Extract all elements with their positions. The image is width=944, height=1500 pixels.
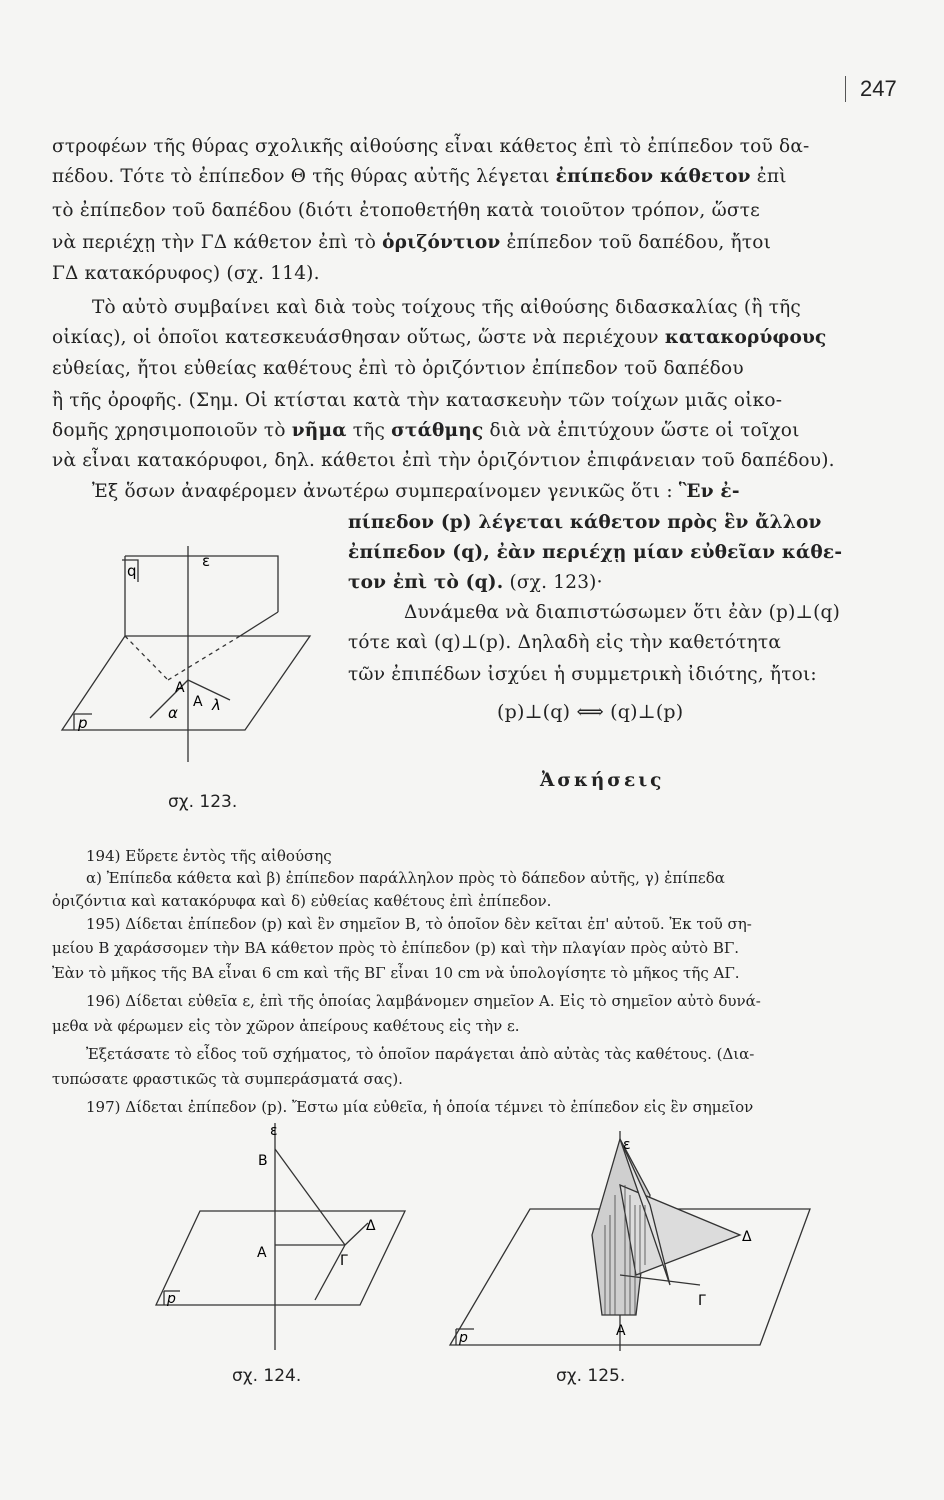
exercise-194-line3: ὁριζόντια καὶ κατακόρυφα καὶ δ) εὐθείας καθέτους ἐπὶ ἐπίπεδον. — [52, 892, 552, 910]
term-perpendicular-plane: ἐπίπεδον κάθετον — [555, 166, 751, 187]
para2-line3: εὐθείας, ἤτοι εὐθείας καθέτους ἐπὶ τὸ ὁριζόντιον ἐπίπεδον τοῦ δαπέδου — [52, 358, 744, 379]
exercise-194-line2: α) Ἐπίπεδα κάθετα καὶ β) ἐπίπεδον παράλληλον πρὸς τὸ δάπεδον αὐτῆς, γ) ἐπίπεδα — [86, 869, 725, 887]
para3-line5: Δυνάμεθα νὰ διαπιστώσωμεν ὅτι ἐὰν (p)⊥(q) — [404, 602, 840, 623]
para2-line5: δομῆς χρησιμοποιοῦν τὸ νῆμα τῆς στάθμης διὰ νὰ ἐπιτύχουν ὥστε οἱ τοῖχοι — [52, 420, 800, 441]
fig123-label-lambda-A: A — [193, 694, 203, 710]
definition-line1: πίπεδον (p) λέγεται κάθετον πρὸς ἓν ἄλλον — [348, 512, 822, 533]
fig123-label-q: q — [127, 562, 137, 580]
fig123-label-A: A — [175, 680, 185, 696]
exercise-196-line4: τυπώσατε φραστικῶς τὰ συμπεράσματά σας). — [52, 1070, 403, 1088]
fig123-label-epsilon: ε — [202, 552, 211, 570]
figure-124 — [140, 1115, 420, 1385]
fig124-label-A: A — [257, 1245, 267, 1261]
exercise-197-line1: 197) Δίδεται ἐπίπεδον (p). Ἔστω μία εὐθεῖα, ἡ ὁποία τέμνει τὸ ἐπίπεδον εἰς ἓν σημεῖον — [86, 1098, 754, 1116]
plane-p — [62, 636, 310, 730]
fig123-label-alpha: α — [168, 704, 178, 722]
exercise-196-line2: μεθα νὰ φέρωμεν εἰς τὸν χῶρον ἀπείρους καθέτους εἰς τὴν ε. — [52, 1017, 520, 1035]
para1-line2: πέδου. Τότε τὸ ἐπίπεδον Θ τῆς θύρας αὐτῆς λέγεται ἐπίπεδον κάθετον ἐπὶ — [52, 166, 787, 187]
para1-line4: νὰ περιέχῃ τὴν ΓΔ κάθετον ἐπὶ τὸ ὁριζόντιον ἐπίπεδον τοῦ δαπέδου, ἤτοι — [52, 232, 772, 253]
para1-line5: ΓΔ κατακόρυφος) (σχ. 114). — [52, 263, 320, 284]
exercise-195-line2: μείου Β χαράσσομεν τὴν ΒΑ κάθετον πρὸς τὸ ἐπίπεδον (p) καὶ τὴν πλαγίαν πρὸς αὐτὸ ΒΓ. — [52, 939, 740, 957]
page-number: 247 — [845, 76, 905, 102]
definition-line3: τον ἐπὶ τὸ (q). (σχ. 123)· — [348, 572, 603, 593]
symmetry-formula: (p)⊥(q) ⟺ (q)⊥(p) — [497, 701, 684, 723]
fig125-label-G: Γ — [698, 1293, 706, 1309]
exercise-196-line1: 196) Δίδεται εὐθεῖα ε, ἐπὶ τῆς ὁποίας λαμβάνομεν σημεῖον Α. Εἰς τὸ σημεῖον αὐτὸ δυνά- — [86, 992, 761, 1010]
exercise-196-line3: Ἐξετάσατε τὸ εἶδος τοῦ σχήματος, τὸ ὁποῖον παράγεται ἀπὸ αὐτὰς τὰς καθέτους. (Δια- — [86, 1045, 755, 1063]
exercise-195-line3: Ἐὰν τὸ μῆκος τῆς ΒΑ εἶναι 6 cm καὶ τῆς ΒΓ εἶναι 10 cm νὰ ὑπολογίσητε τὸ μῆκος τῆς ΑΓ. — [52, 964, 740, 982]
term-plumb: στάθμης — [391, 420, 484, 441]
exercise-194-line1: 194) Εὕρετε ἐντὸς τῆς αἰθούσης — [86, 847, 332, 865]
fig125-caption: σχ. 125. — [556, 1366, 626, 1386]
para2-line2: οἰκίας), οἱ ὁποῖοι κατεσκευάσθησαν οὕτως, ὥστε νὰ περιέχουν κατακορύφους — [52, 327, 827, 348]
para3-line6: τότε καὶ (q)⊥(p). Δηλαδὴ εἰς τὴν καθετότητα — [348, 632, 782, 653]
para2-line1: Τὸ αὐτὸ συμβαίνει καὶ διὰ τοὺς τοίχους τῆς αἰθούσης διδασκαλίας (ἢ τῆς — [92, 297, 801, 318]
fig125-label-D: Δ — [742, 1229, 752, 1245]
para1-line3: τὸ ἐπίπεδον τοῦ δαπέδου (διότι ἐτοποθετήθη κατὰ τοιοῦτον τρόπον, ὥστε — [52, 200, 760, 221]
term-thread: νῆμα — [291, 420, 347, 441]
figure-125 — [440, 1125, 840, 1365]
figure-123 — [0, 530, 330, 810]
fig124-label-p: p — [167, 1291, 176, 1307]
fig123-label-lambda: λ — [212, 696, 221, 714]
segment-BG — [275, 1149, 345, 1245]
fig123-label-p: p — [78, 714, 88, 732]
para2-line6: νὰ εἶναι κατακόρυφοι, δηλ. κάθετοι ἐπὶ τὴν ὁριζόντιον ἐπιφάνειαν τοῦ δαπέδου). — [52, 450, 835, 471]
fig124-label-G: Γ — [340, 1253, 348, 1269]
fig124-label-epsilon: ε — [270, 1123, 278, 1139]
term-vertical: κατακορύφους — [664, 327, 827, 348]
fig124-label-D: Δ — [366, 1218, 376, 1234]
exercise-195-line1: 195) Δίδεται ἐπίπεδον (p) καὶ ἓν σημεῖον Β, τὸ ὁποῖον δὲν κεῖται ἐπ' αὐτοῦ. Ἐκ τοῦ ση- — [86, 915, 752, 933]
fig124-caption: σχ. 124. — [232, 1366, 302, 1386]
exercises-heading: Ἀσκήσεις — [540, 770, 665, 791]
para2-line4: ἢ τῆς ὀροφῆς. (Σημ. Οἱ κτίσται κατὰ τὴν κατασκευὴν τῶν τοίχων μιᾶς οἰκο- — [52, 390, 783, 411]
para3-line7: τῶν ἐπιπέδων ἰσχύει ἡ συμμετρικὴ ἰδιότης, ἤτοι: — [348, 664, 817, 685]
fig125-label-A: A — [616, 1323, 626, 1339]
fig123-caption: σχ. 123. — [168, 792, 238, 812]
fig125-label-p: p — [459, 1330, 468, 1346]
para3-line1: Ἐξ ὅσων ἀναφέρομεν ἀνωτέρω συμπεραίνομεν γενικῶς ὅτι : Ἓν ἐ- — [92, 481, 740, 502]
para1-line1: στροφέων τῆς θύρας σχολικῆς αἰθούσης εἶναι κάθετος ἐπὶ τὸ ἐπίπεδον τοῦ δα- — [52, 136, 810, 157]
segment-GD — [345, 1223, 368, 1245]
term-horizontal: ὁριζόντιον — [382, 232, 501, 253]
fig124-label-B: B — [258, 1153, 268, 1169]
fig125-label-epsilon: ε — [623, 1137, 631, 1153]
definition-line2: ἐπίπεδον (q), ἐὰν περιέχῃ μίαν εὐθεῖαν κάθε- — [348, 542, 843, 563]
